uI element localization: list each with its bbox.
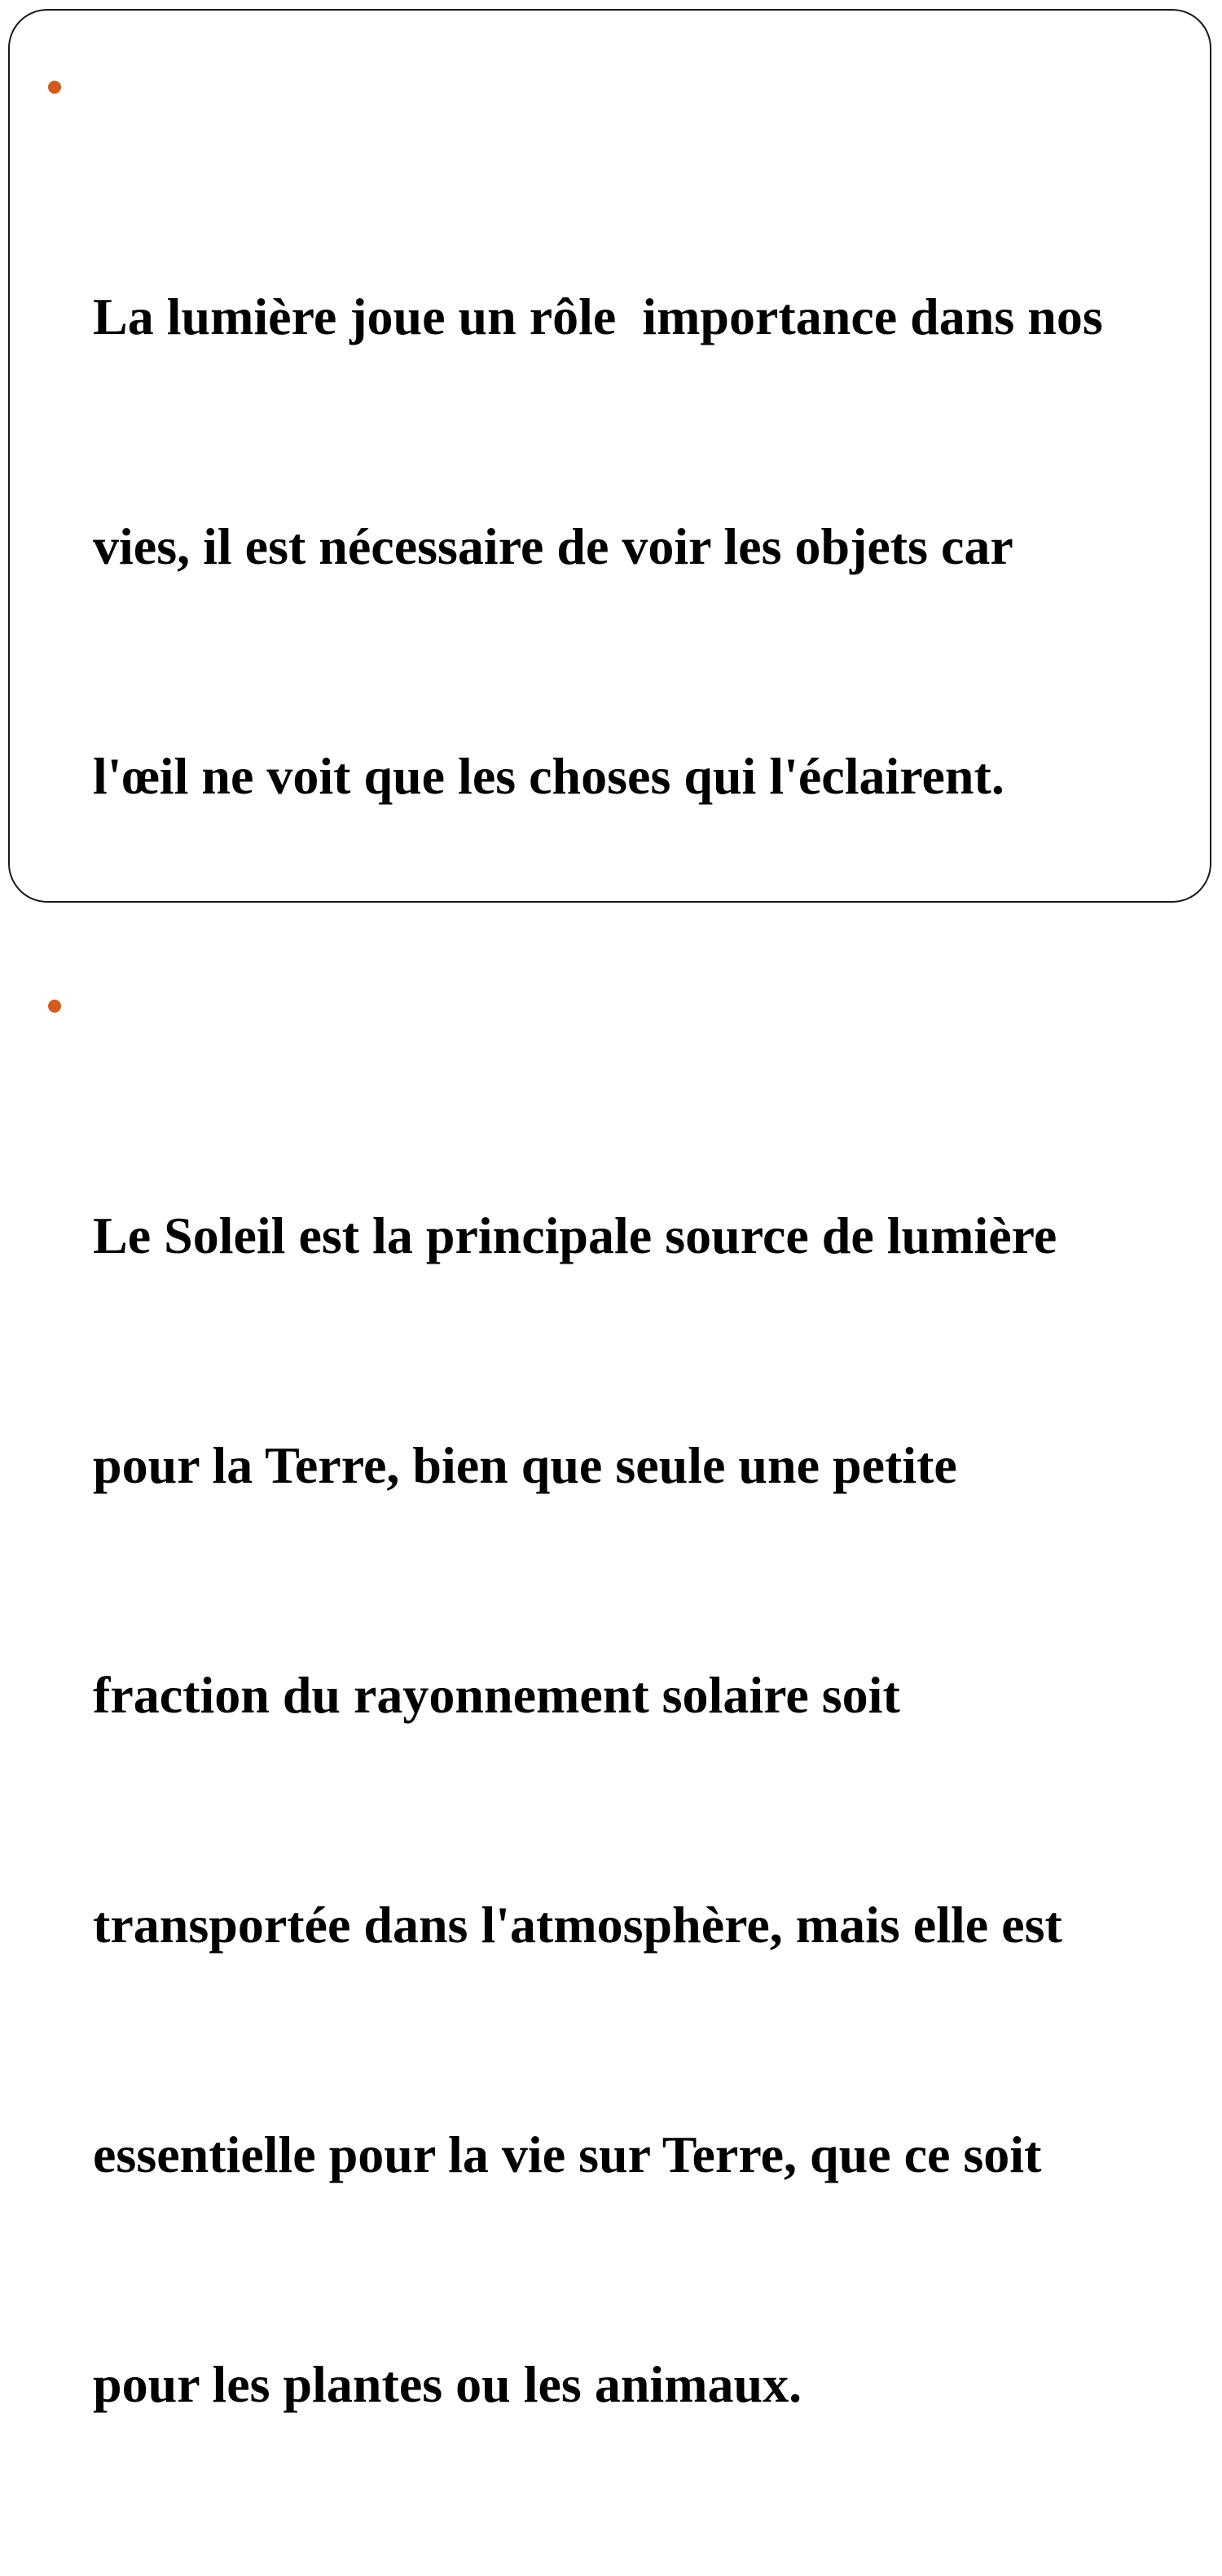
bullet-item (0, 968, 1222, 2576)
bullet-text-line: pour les plantes ou les animaux. (93, 2355, 802, 2413)
bullet-dot-icon (48, 1000, 61, 1013)
bullet-text-line: l'œil ne voit que les choses qui l'éclairent. (93, 747, 1004, 805)
bullet-text-line: vies, il est nécessaire de voir les objets car (93, 517, 1013, 575)
bullet-text-line: transportée dans l'atmosphère, mais elle est (93, 1896, 1062, 1954)
bullet-dot-icon (48, 81, 61, 94)
bullet-text-line: La lumière joue un rôle importance dans nos (93, 288, 1103, 345)
bullet-text-line: essentielle pour la vie sur Terre, que ce soit (93, 2125, 1042, 2183)
bullet-list (0, 49, 1222, 2576)
bullet-text-line: Le Soleil est la principale source de lumière (93, 1207, 1057, 1264)
bullet-text-line: fraction du rayonnement solaire soit (93, 1666, 900, 1724)
bullet-text-line: pour la Terre, bien que seule une petite (93, 1436, 957, 1494)
bullet-item (0, 49, 1222, 968)
